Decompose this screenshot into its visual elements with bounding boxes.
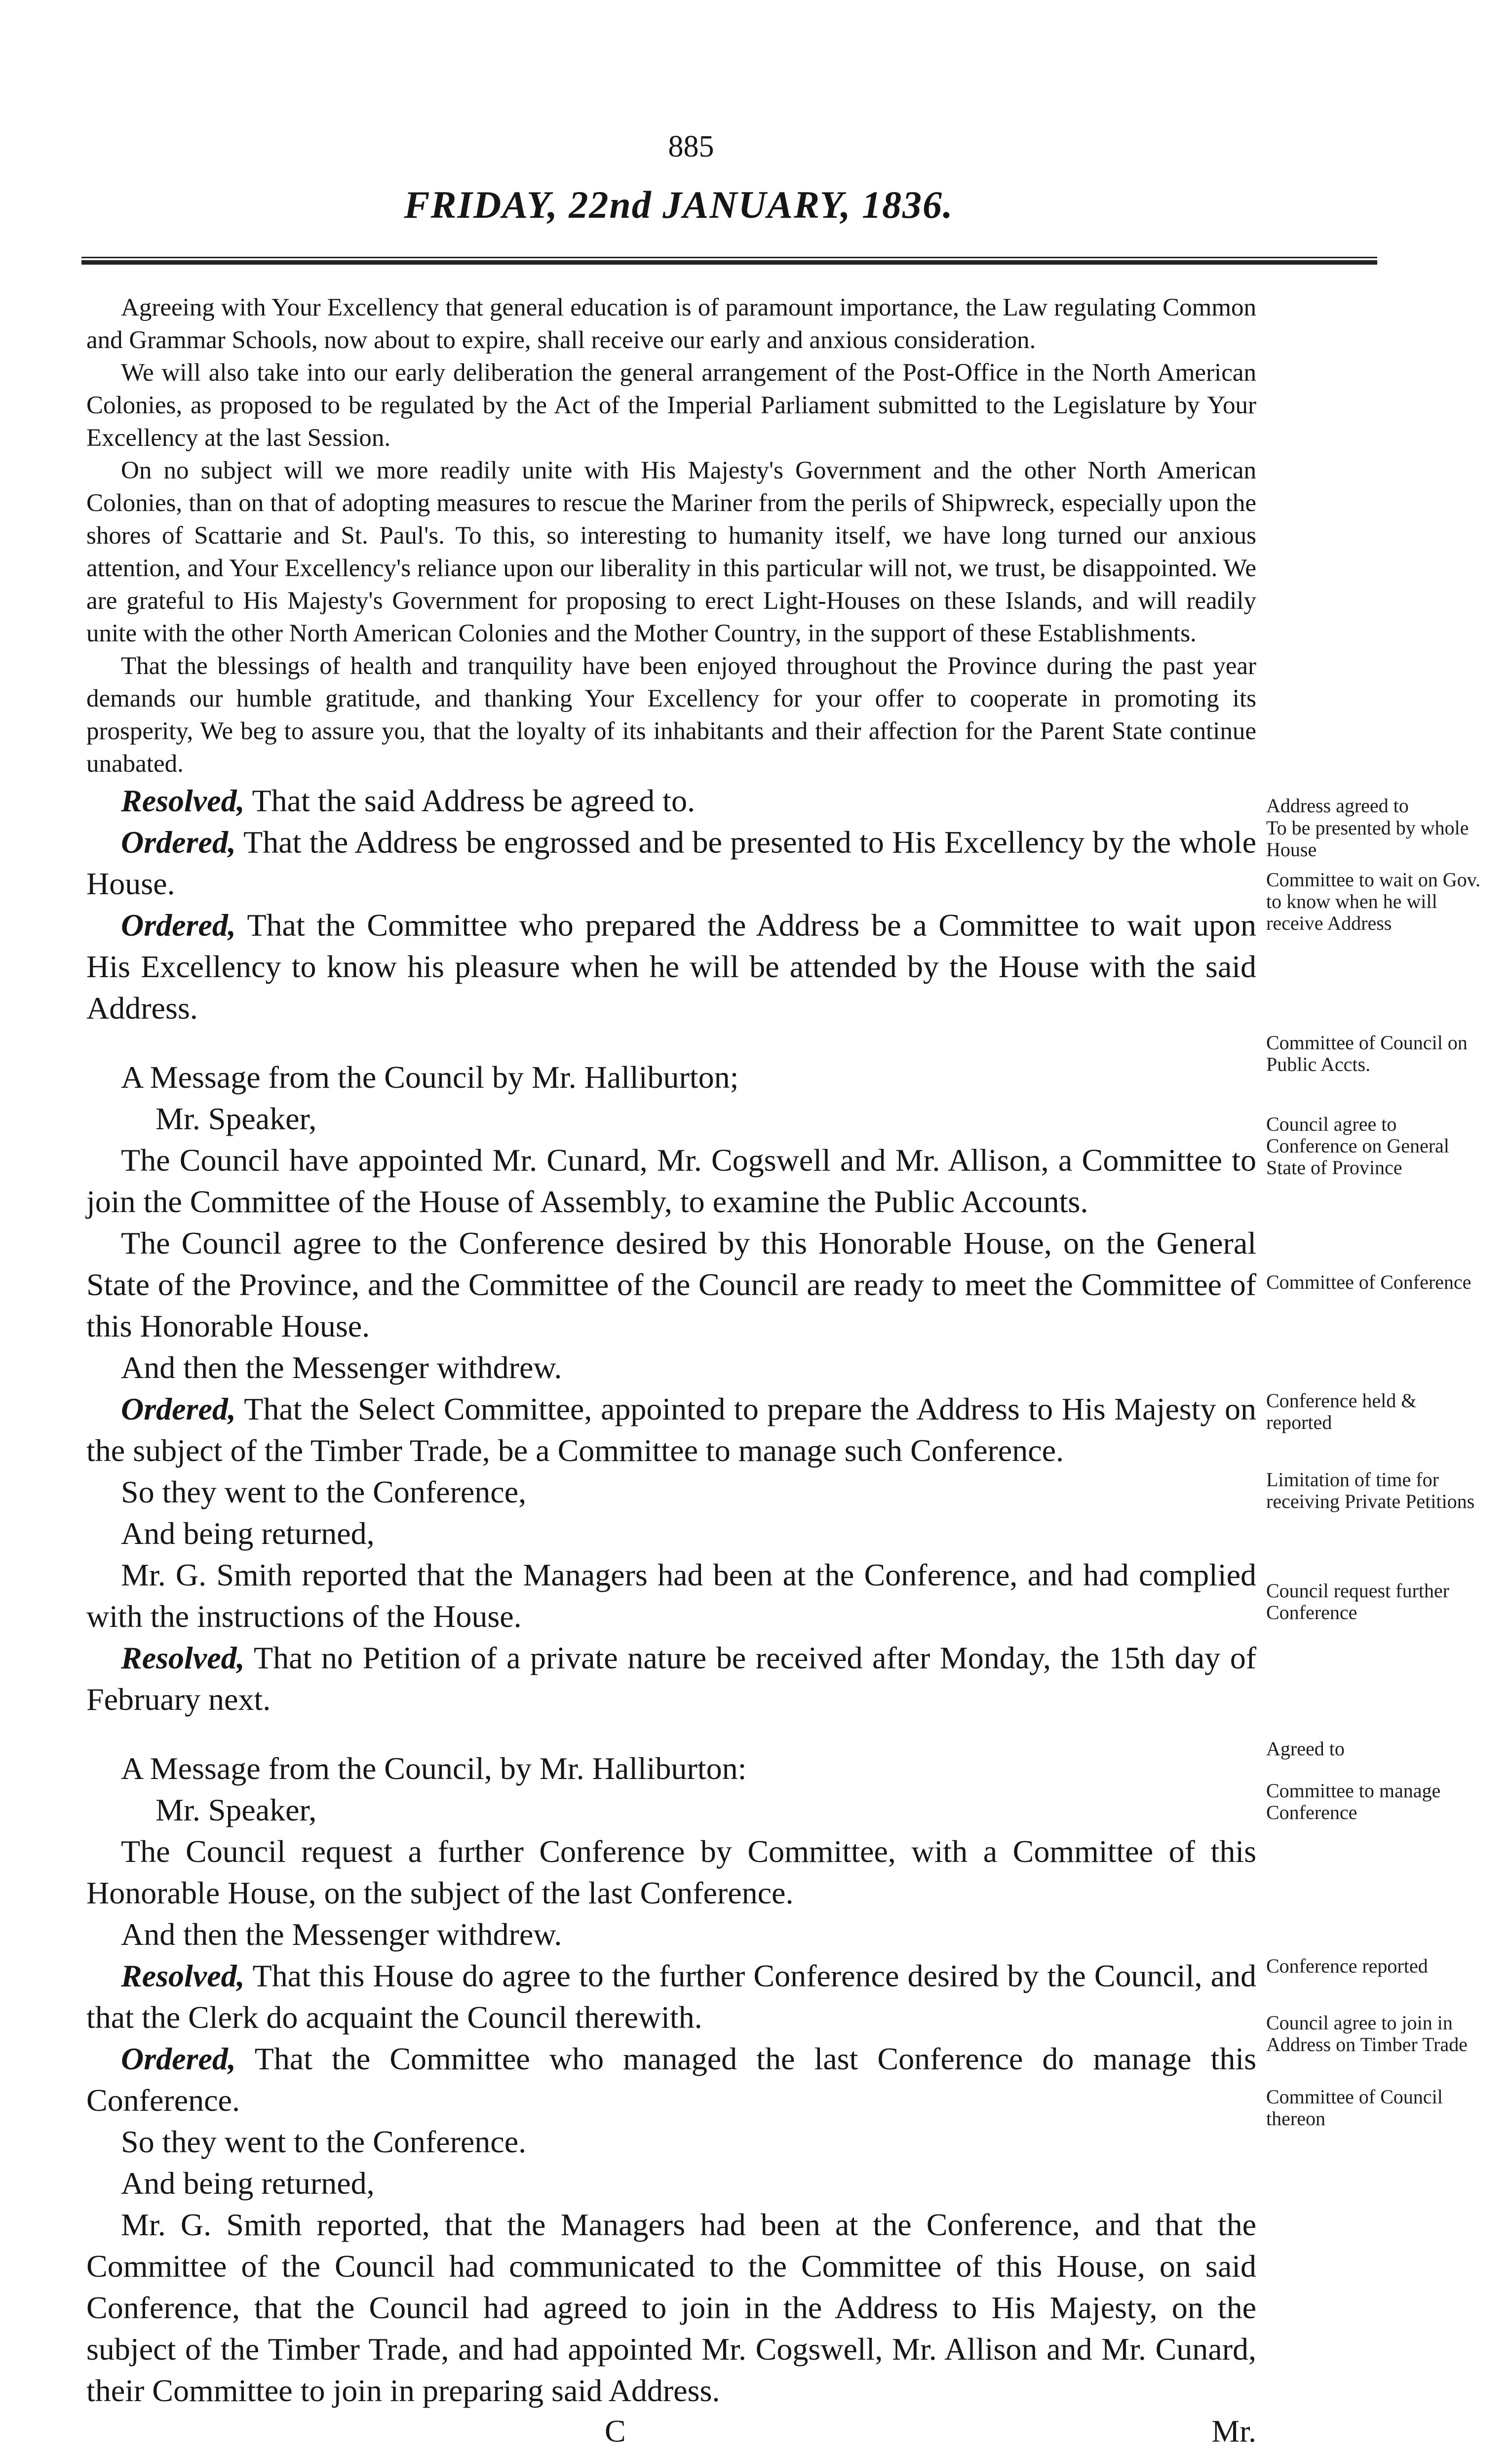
council-appointed-committee: The Council have appointed Mr. Cunard, Mr. Cogswell and Mr. Allison, a Committee to join the Committee of the House of Assembly, to examine the Public Accounts. [86, 1143, 1256, 1219]
margin-note: Limitation of time for receiving Private Petitions [1266, 1468, 1475, 1512]
date-heading: FRIDAY, 22nd JANUARY, 1836. [404, 183, 954, 226]
paragraph-post-office: We will also take into our early deliberation the general arrangement of the Post-Office in the North American Colonies, as proposed to be regulated by the Act of the Imperial Parliament submitted to the Legislature by Your Excellency at the last Session. [86, 359, 1256, 452]
header-rule [81, 257, 1377, 265]
message-from-council: A Message from the Council by Mr. Halliburton; [121, 1060, 739, 1095]
margin-note: Council agree to Conference on General State of Province [1266, 1113, 1449, 1179]
went-to-conference-2: So they went to the Conference. [121, 2124, 527, 2159]
order-present-address: Ordered, That the Address be engrossed and be presented to His Excellency by the whole House. [86, 825, 1257, 901]
mr-speaker: Mr. Speaker, [155, 1101, 317, 1136]
resolution-petitions: Resolved, That no Petition of a private nature be received after Monday, the 15th day of February next. [86, 1640, 1257, 1717]
signature-mark: C [605, 2413, 626, 2449]
page-number: 885 [668, 130, 714, 163]
mr-speaker-2: Mr. Speaker, [155, 1792, 317, 1827]
margin-note: Committee of Council on Public Accts. [1266, 1031, 1468, 1075]
being-returned-2: And being returned, [121, 2166, 375, 2201]
margin-note: Address agreed to [1266, 794, 1409, 817]
being-returned: And being returned, [121, 1516, 375, 1551]
council-request-conference: The Council request a further Conference by Committee, with a Committee of this Honorable House, on the subject of the last Conference. [86, 1834, 1256, 1910]
margin-note: Committee of Council thereon [1266, 2086, 1443, 2130]
margin-note: Committee to wait on Gov. to know when he will receive Address [1266, 869, 1481, 934]
council-agree-conference: The Council agree to the Conference desired by this Honorable House, on the General State of the Province, and the Committee of the Council are ready to meet the Committee of this Honorable House. [86, 1226, 1256, 1344]
paragraph-education: Agreeing with Your Excellency that general education is of paramount importance, the Law regulating Common and Grammar Schools, now about to expire, shall receive our early and anxious consideration. [86, 294, 1256, 354]
order-manage-conference: Ordered, That the Committee who managed the last Conference do manage this Conference. [86, 2041, 1257, 2118]
resolution-address-agreed: Resolved, That the said Address be agreed to. [121, 783, 695, 818]
margin-note: To be presented by whole House [1266, 817, 1469, 861]
margin-note: Committee to manage Conference [1266, 1779, 1441, 1823]
messenger-withdrew: And then the Messenger withdrew. [121, 1350, 562, 1385]
margin-note: Conference reported [1266, 1955, 1428, 1977]
margin-note: Council request further Conference [1266, 1580, 1449, 1623]
catchword: Mr. [1211, 2413, 1256, 2449]
paragraph-blessings: That the blessings of health and tranquility have been enjoyed throughout the Province during the past year demands our humble gratitude, and thanking Your Excellency for your offer to cooperate in promoting its prosperity, We beg to assure you, that the loyalty of its inhabitants and their affection for the Parent State continue unabated. [86, 652, 1256, 778]
page-footer [86, 2411, 1256, 2451]
resolution-agree-further: Resolved, That this House do agree to the further Conference desired by the Council, and that the Clerk do acquaint the Council therewith. [86, 1958, 1257, 2035]
margin-note: Conference held & reported [1266, 1389, 1417, 1433]
smith-reported-2: Mr. G. Smith reported, that the Managers had been at the Conference, and that the Committee of the Council had communicated to the Committee of this House, on said Conference, that the Council had agreed to join in the Address to His Majesty, on the subject of the Timber Trade, and had appointed Mr. Cogswell, Mr. Allison and Mr. Cunard, their Committee to join in preparing said Address. [86, 2207, 1256, 2408]
order-committee-wait: Ordered, That the Committee who prepared the Address be a Committee to wait upon His Excellency to know his pleasure when he will be attended by the House with the said Address. [86, 908, 1257, 1026]
body-text [86, 291, 1256, 2451]
smith-reported: Mr. G. Smith reported that the Managers had been at the Conference, and had complied with the instructions of the House. [86, 1557, 1256, 1634]
paragraph-shipwreck: On no subject will we more readily unite with His Majesty's Government and the other North American Colonies, than on that of adopting measures to rescue the Mariner from the perils of Shipwreck, especially upon the shores of Scattarie and St. Paul's. To this, so interesting to humanity itself, we have long turned our anxious attention, and Your Excellency's reliance upon our liberality in this particular will not, we trust, be disappointed. We are grateful to His Majesty's Government for proposing to erect Light-Houses on these Islands, and will readily unite with the other North American Colonies and the Mother Country, in the support of these Establishments. [86, 457, 1256, 647]
messenger-withdrew-2: And then the Messenger withdrew. [121, 1917, 562, 1952]
margin-note: Committee of Conference [1266, 1271, 1472, 1293]
went-to-conference: So they went to the Conference, [121, 1474, 527, 1509]
order-select-committee: Ordered, That the Select Committee, appointed to prepare the Address to His Majesty on the subject of the Timber Trade, be a Committee to manage such Conference. [86, 1391, 1257, 1468]
second-message-from-council: A Message from the Council, by Mr. Halliburton: [121, 1751, 747, 1786]
margin-note: Council agree to join in Address on Timber Trade [1266, 2012, 1468, 2056]
margin-note: Agreed to [1266, 1738, 1345, 1760]
